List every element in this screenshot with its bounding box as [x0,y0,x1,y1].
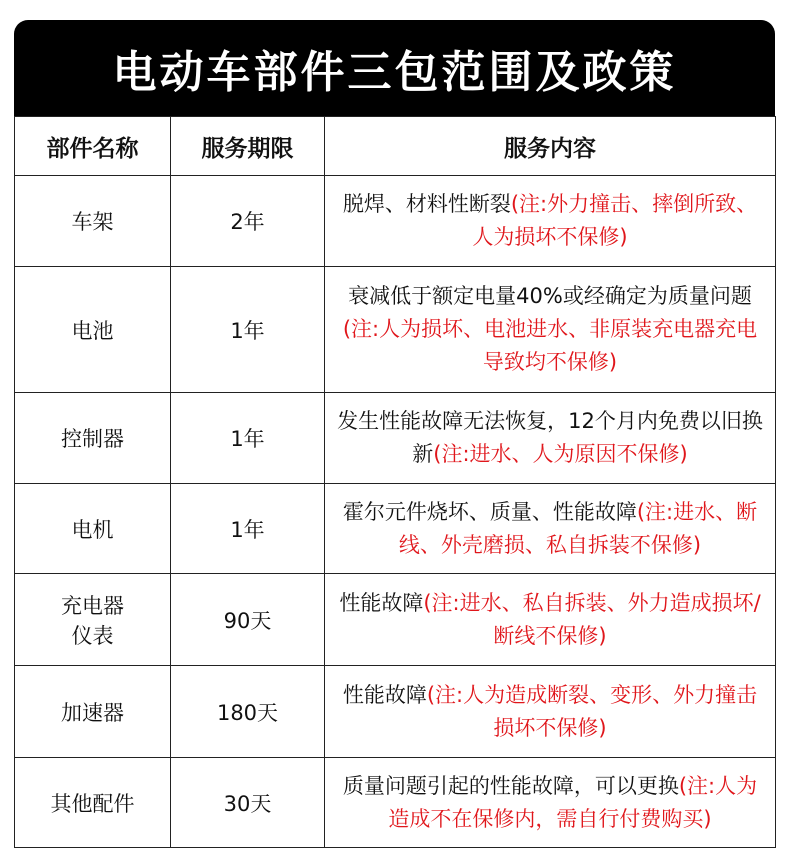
service-desc: 发生性能故障无法恢复，12个月内免费以旧换新 [337,409,763,466]
table-row [15,666,776,758]
service-note: (注:人为造成不在保修内，需自行付费购买) [388,773,758,831]
table-header-row [15,117,776,176]
service-desc: 质量问题引起的性能故障，可以更换 [342,773,679,798]
part-name: 车架 [15,176,171,267]
service-period: 1年 [171,393,325,484]
header-service-period: 服务期限 [171,117,325,176]
header-part-name: 部件名称 [15,117,171,176]
part-name-line: 仪表 [71,623,114,648]
service-content [325,666,776,758]
title-bar [14,20,775,116]
table-row [15,393,776,484]
part-name: 控制器 [15,393,171,484]
warranty-card [14,20,775,848]
part-name-line: 充电器 [61,593,124,618]
service-note: (注:人为损坏、电池进水、非原装充电器充电导致均不保修) [342,317,758,374]
table-row [15,758,776,848]
service-note: (注:人为造成断裂、变形、外力撞击损坏不保修) [426,682,758,740]
service-period: 30天 [171,758,325,848]
service-content [325,176,776,267]
page-title: 电动车部件三包范围及政策 [112,47,677,98]
table-row [15,574,776,666]
part-name: 其他配件 [15,758,171,848]
service-desc: 衰减低于额定电量40%或经确定为质量问题 [348,284,752,308]
table-row [15,267,776,393]
warranty-table [14,116,776,848]
service-desc: 脱焊、材料性断裂 [342,192,511,216]
part-name: 电机 [15,484,171,574]
table-row [15,484,776,574]
service-period: 90天 [171,574,325,666]
service-content [325,758,776,848]
service-note: (注:进水、人为原因不保修) [433,442,688,466]
service-period: 2年 [171,176,325,267]
service-content [325,393,776,484]
service-content [325,574,776,666]
service-note: (注:进水、断线、外壳磨损、私自拆装不保修) [398,499,758,557]
table-row [15,176,776,267]
service-desc: 性能故障 [339,590,424,615]
service-desc: 性能故障 [342,682,427,707]
header-service-content: 服务内容 [325,117,776,176]
service-period: 180天 [171,666,325,758]
part-name: 电池 [15,267,171,393]
service-period: 1年 [171,267,325,393]
part-name: 加速器 [15,666,171,758]
service-content [325,267,776,393]
service-desc: 霍尔元件烧坏、质量、性能故障 [342,499,637,524]
part-name [15,574,171,666]
service-note: (注:进水、私自拆装、外力造成损坏/断线不保修) [423,590,761,648]
service-note: (注:外力撞击、摔倒所致、人为损坏不保修) [472,192,758,249]
service-content [325,484,776,574]
service-period: 1年 [171,484,325,574]
